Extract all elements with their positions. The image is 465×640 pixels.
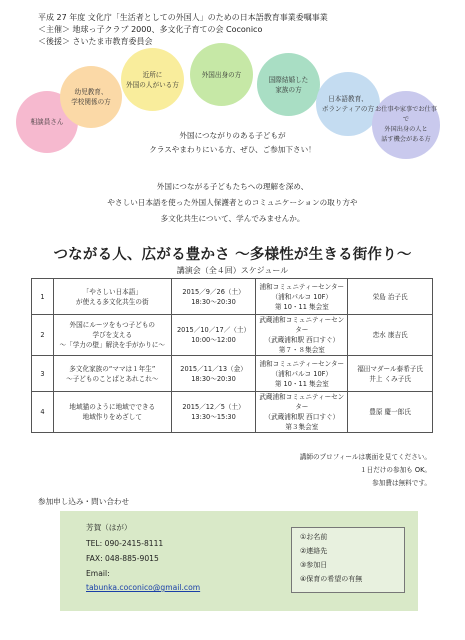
required-item: ④保育の希望の有無 (300, 575, 363, 583)
note-single-day: １日だけの参加も OK。 (360, 466, 431, 474)
bubble-workplace: お仕事や家事でお仕事で 外国出身の人と 話す機会がある方 (372, 91, 440, 159)
apply-heading: 参加申し込み・問い合わせ (38, 497, 130, 506)
session-venue: 武蔵浦和コミュニティーセンター （武蔵浦和駅 西口すぐ） 第７・８集会室 (256, 315, 348, 356)
session-topic: 多文化家族の“ママは１年生” 〜子どものことばとあれこれ〜 (53, 356, 171, 392)
session-topic: 「やさしい日本語」 が使える多文化共生の街 (53, 279, 171, 315)
session-speaker: 恋水 康吉氏 (348, 315, 433, 356)
session-speaker: 栄島 治子氏 (348, 279, 433, 315)
session-number: 1 (32, 279, 54, 315)
intro-line-1: 外国につながる子どもたちへの理解を深め、 (156, 182, 309, 191)
bubble-foreign-born: 外国出身の方 (190, 43, 253, 106)
schedule-table (31, 278, 433, 433)
session-venue: 武蔵浦和コミュニティーセンター （武蔵浦和駅 西口すぐ） 第３集会室 (256, 392, 348, 433)
contact-fax: FAX: 048-885-9015 (86, 554, 159, 563)
contact-email-link[interactable]: tabunka.coconico@gmail.com (86, 583, 201, 592)
contact-name: 芳賀（はが） (86, 523, 132, 532)
required-item: ①お名前 (300, 533, 328, 541)
table-row (32, 392, 433, 433)
schedule-subtitle: 講演会（全４回）スケジュール (176, 266, 289, 275)
note-profile: 講師のプロフィールは裏面を見てください。 (299, 453, 431, 461)
bubble-caption-1: 外国につながりのある子どもが (179, 131, 286, 140)
contact-tel: TEL: 090-2415-8111 (86, 539, 164, 548)
header-line-1: 平成 27 年度 文化庁「生活者としての外国人」のための日本語教育事業委嘱事業 (38, 13, 328, 22)
contact-email-label: Email: (86, 569, 110, 578)
session-number: 4 (32, 392, 54, 433)
session-date: 2015／11／13（金） 18:30〜20:30 (171, 356, 256, 392)
session-speaker: 福田マダール泰希子氏 井上 くみ子氏 (348, 356, 433, 392)
session-number: 2 (32, 315, 54, 356)
header-line-2: ＜主催＞ 地球っ子クラブ 2000、多文化子育ての会 Coconico (38, 25, 263, 34)
bubble-counselor: 相談員さん (16, 91, 78, 153)
session-venue: 浦和コミュニティーセンター （浦和パルコ 10F） 第 10・11 集会室 (256, 279, 348, 315)
bubble-international-family: 国際結婚した 家族の方 (257, 53, 320, 116)
required-item: ②連絡先 (300, 547, 328, 555)
session-speaker: 豊原 慶一郎氏 (348, 392, 433, 433)
event-title: つながる人、広がる豊かさ 〜多様性が生きる街作り〜 (53, 247, 412, 263)
bubble-educator: 幼児教育、 学校関係の方 (60, 66, 122, 128)
intro-line-2: やさしい日本語を使った外国人保護者とのコミュニケーションの取り方や (107, 198, 358, 207)
required-item: ③参加日 (300, 561, 328, 569)
session-number: 3 (32, 356, 54, 392)
note-free: 参加費は無料です。 (372, 479, 431, 487)
bubble-neighbor: 近所に 外国の人がいる方 (121, 48, 184, 111)
table-row (32, 315, 433, 356)
session-date: 2015／9／26（土） 18:30〜20:30 (171, 279, 256, 315)
session-topic: 地域猫のように地域でできる 地域作りをめざして (53, 392, 171, 433)
session-topic: 外国にルーツをもつ子どもの 学びを支える 〜「学力の壁」解決を手がかりに〜 (53, 315, 171, 356)
session-venue: 浦和コミュニティーセンター （浦和パルコ 10F） 第 10・11 集会室 (256, 356, 348, 392)
session-date: 2015／12／5（土） 13:30〜15:30 (171, 392, 256, 433)
table-row (32, 356, 433, 392)
bubble-caption-2: クラスやまわりにいる方、ぜひ、ご参加下さい！ (149, 145, 316, 154)
bubble-volunteer: 日本語教育、 ボランティアの方 (316, 72, 380, 136)
table-row (32, 279, 433, 315)
header-line-3: ＜後援＞ さいたま市教育委員会 (38, 37, 153, 46)
session-date: 2015／10／17／（土） 10:00〜12:00 (171, 315, 256, 356)
intro-line-3: 多文化共生について、学んでみませんか。 (160, 214, 305, 223)
